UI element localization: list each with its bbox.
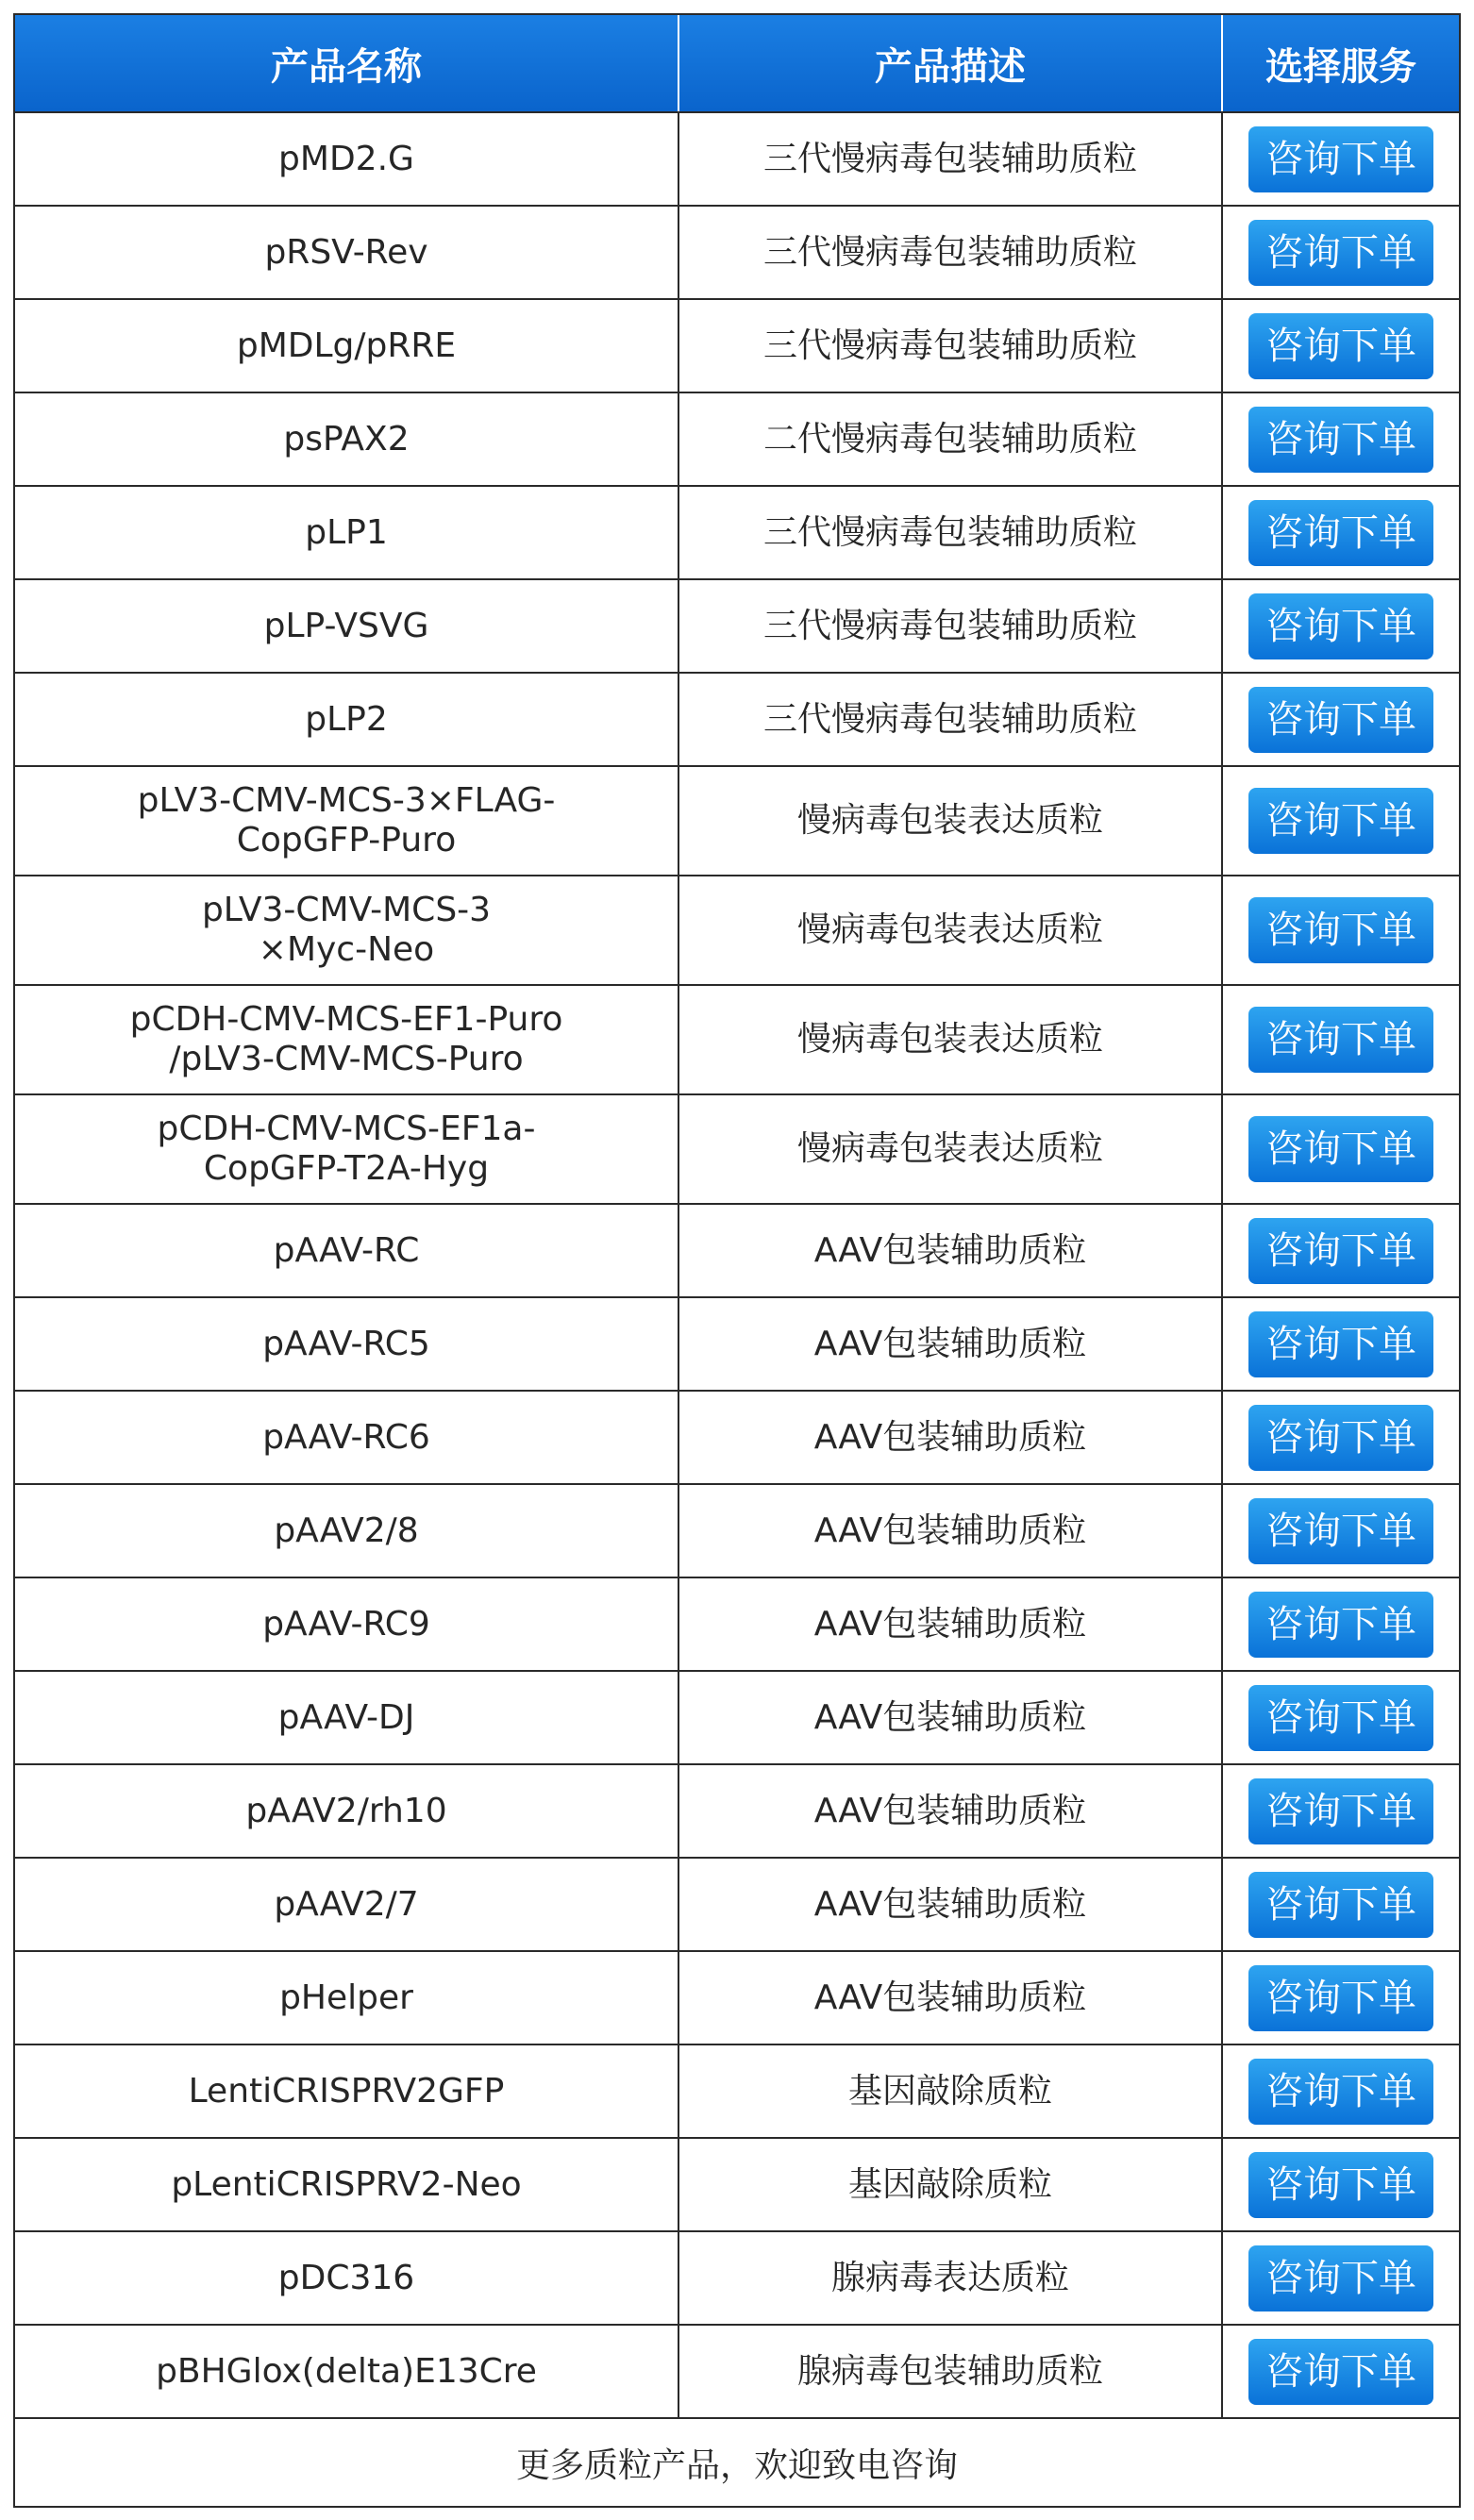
product-description: AAV包装辅助质粒 bbox=[813, 1510, 1087, 1550]
product-description: 三代慢病毒包装辅助质粒 bbox=[762, 139, 1137, 178]
inquire-order-button[interactable]: 咨询下单 bbox=[1248, 2059, 1433, 2125]
inquire-order-button[interactable]: 咨询下单 bbox=[1248, 1685, 1433, 1751]
table-row bbox=[15, 1857, 1459, 1950]
product-name: pLP2 bbox=[305, 699, 388, 739]
inquire-order-button[interactable]: 咨询下单 bbox=[1248, 593, 1433, 659]
product-description: AAV包装辅助质粒 bbox=[813, 1604, 1087, 1644]
product-name: pCDH-CMV-MCS-EF1-Puro /pLV3-CMV-MCS-Puro bbox=[129, 1000, 563, 1078]
inquire-order-button[interactable]: 咨询下单 bbox=[1248, 1405, 1433, 1471]
service-cell bbox=[1223, 1485, 1459, 1577]
inquire-order-button[interactable]: 咨询下单 bbox=[1248, 1218, 1433, 1284]
inquire-order-button[interactable]: 咨询下单 bbox=[1248, 2245, 1433, 2311]
table-row bbox=[15, 578, 1459, 672]
inquire-order-button[interactable]: 咨询下单 bbox=[1248, 1592, 1433, 1658]
product-name: pLP-VSVG bbox=[263, 606, 429, 645]
product-name: pLentiCRISPRV2-Neo bbox=[171, 2164, 522, 2204]
table-row bbox=[15, 2137, 1459, 2230]
inquire-order-button[interactable]: 咨询下单 bbox=[1248, 2152, 1433, 2218]
inquire-order-button[interactable]: 咨询下单 bbox=[1248, 220, 1433, 286]
service-cell bbox=[1223, 393, 1459, 485]
inquire-order-button[interactable]: 咨询下单 bbox=[1248, 788, 1433, 854]
table-row bbox=[15, 875, 1459, 984]
inquire-order-button[interactable]: 咨询下单 bbox=[1248, 407, 1433, 473]
product-description: 三代慢病毒包装辅助质粒 bbox=[762, 606, 1137, 645]
product-description: 三代慢病毒包装辅助质粒 bbox=[762, 325, 1137, 365]
table-row bbox=[15, 984, 1459, 1093]
product-description: 基因敲除质粒 bbox=[847, 2164, 1052, 2204]
inquire-order-button[interactable]: 咨询下单 bbox=[1248, 313, 1433, 379]
service-cell bbox=[1223, 1392, 1459, 1483]
service-cell bbox=[1223, 1298, 1459, 1390]
table-row bbox=[15, 2044, 1459, 2137]
inquire-order-button[interactable]: 咨询下单 bbox=[1248, 1872, 1433, 1938]
product-name: pRSV-Rev bbox=[264, 232, 428, 272]
product-name: pLV3-CMV-MCS-3×FLAG- CopGFP-Puro bbox=[137, 781, 556, 859]
inquire-order-button[interactable]: 咨询下单 bbox=[1248, 1311, 1433, 1377]
service-cell bbox=[1223, 876, 1459, 984]
product-description: AAV包装辅助质粒 bbox=[813, 1230, 1087, 1270]
product-description: 二代慢病毒包装辅助质粒 bbox=[762, 419, 1137, 459]
table-row bbox=[15, 765, 1459, 875]
service-cell bbox=[1223, 2326, 1459, 2417]
product-description: AAV包装辅助质粒 bbox=[813, 1791, 1087, 1830]
table-row bbox=[15, 2230, 1459, 2324]
table-row bbox=[15, 1296, 1459, 1390]
product-description: 腺病毒包装辅助质粒 bbox=[796, 2351, 1103, 2391]
table-row bbox=[15, 205, 1459, 298]
product-description: AAV包装辅助质粒 bbox=[813, 1697, 1087, 1737]
product-description: AAV包装辅助质粒 bbox=[813, 1884, 1087, 1924]
inquire-order-button[interactable]: 咨询下单 bbox=[1248, 1498, 1433, 1564]
inquire-order-button[interactable]: 咨询下单 bbox=[1248, 500, 1433, 566]
product-name: pLP1 bbox=[305, 512, 388, 552]
product-name: pAAV2/7 bbox=[274, 1884, 419, 1924]
product-name: pAAV-RC5 bbox=[262, 1324, 430, 1363]
table-row bbox=[15, 1950, 1459, 2044]
table-row bbox=[15, 1203, 1459, 1296]
service-cell bbox=[1223, 1205, 1459, 1296]
service-cell bbox=[1223, 207, 1459, 298]
service-cell bbox=[1223, 674, 1459, 765]
table-header bbox=[15, 15, 1459, 111]
service-cell bbox=[1223, 2139, 1459, 2230]
table-row bbox=[15, 111, 1459, 205]
service-cell bbox=[1223, 1859, 1459, 1950]
inquire-order-button[interactable]: 咨询下单 bbox=[1248, 2339, 1433, 2405]
product-name: pAAV2/8 bbox=[274, 1510, 419, 1550]
product-description: 慢病毒包装表达质粒 bbox=[796, 910, 1103, 949]
product-name: pHelper bbox=[279, 1978, 413, 2017]
service-cell bbox=[1223, 2232, 1459, 2324]
product-name: pMD2.G bbox=[278, 139, 414, 178]
service-cell bbox=[1223, 767, 1459, 875]
table-row bbox=[15, 1093, 1459, 1203]
product-name: pDC316 bbox=[277, 2258, 415, 2297]
header-select-service: 选择服务 bbox=[1265, 44, 1416, 89]
inquire-order-button[interactable]: 咨询下单 bbox=[1248, 1778, 1433, 1844]
product-description: AAV包装辅助质粒 bbox=[813, 1417, 1087, 1457]
product-name: pAAV-RC9 bbox=[262, 1604, 430, 1644]
footer-note: 更多质粒产品，欢迎致电咨询 bbox=[15, 2417, 1459, 2506]
product-name: pMDLg/pRRE bbox=[236, 325, 457, 365]
inquire-order-button[interactable]: 咨询下单 bbox=[1248, 687, 1433, 753]
product-description: 慢病毒包装表达质粒 bbox=[796, 1020, 1103, 1059]
product-name: pCDH-CMV-MCS-EF1a- CopGFP-T2A-Hyg bbox=[157, 1110, 536, 1188]
product-name: psPAX2 bbox=[283, 419, 410, 459]
service-cell bbox=[1223, 1952, 1459, 2044]
service-cell bbox=[1223, 487, 1459, 578]
product-name: pBHGlox(delta)E13Cre bbox=[156, 2351, 537, 2391]
inquire-order-button[interactable]: 咨询下单 bbox=[1248, 1007, 1433, 1073]
table-row bbox=[15, 1483, 1459, 1577]
product-name: LentiCRISPRV2GFP bbox=[188, 2071, 505, 2111]
service-cell bbox=[1223, 1578, 1459, 1670]
product-description: 慢病毒包装表达质粒 bbox=[796, 801, 1103, 840]
product-description: 三代慢病毒包装辅助质粒 bbox=[762, 512, 1137, 552]
product-description: 三代慢病毒包装辅助质粒 bbox=[762, 699, 1137, 739]
product-name: pAAV-DJ bbox=[277, 1697, 415, 1737]
service-cell bbox=[1223, 1095, 1459, 1203]
table-row bbox=[15, 1670, 1459, 1763]
table-row bbox=[15, 485, 1459, 578]
service-cell bbox=[1223, 300, 1459, 392]
header-product-description: 产品描述 bbox=[875, 44, 1026, 89]
product-description: 基因敲除质粒 bbox=[847, 2071, 1052, 2111]
service-cell bbox=[1223, 580, 1459, 672]
product-name: pAAV-RC bbox=[273, 1230, 420, 1270]
inquire-order-button[interactable]: 咨询下单 bbox=[1248, 897, 1433, 963]
product-table bbox=[13, 13, 1461, 2508]
service-cell bbox=[1223, 113, 1459, 205]
table-row bbox=[15, 672, 1459, 765]
product-name: pAAV-RC6 bbox=[262, 1417, 430, 1457]
header-product-name: 产品名称 bbox=[271, 44, 422, 89]
service-cell bbox=[1223, 1765, 1459, 1857]
service-cell bbox=[1223, 1672, 1459, 1763]
inquire-order-button[interactable]: 咨询下单 bbox=[1248, 126, 1433, 192]
product-name: pAAV2/rh10 bbox=[245, 1791, 447, 1830]
table-row bbox=[15, 1763, 1459, 1857]
product-description: 三代慢病毒包装辅助质粒 bbox=[762, 232, 1137, 272]
inquire-order-button[interactable]: 咨询下单 bbox=[1248, 1116, 1433, 1182]
service-cell bbox=[1223, 2045, 1459, 2137]
table-row bbox=[15, 2324, 1459, 2417]
table-row bbox=[15, 392, 1459, 485]
product-description: AAV包装辅助质粒 bbox=[813, 1324, 1087, 1363]
table-row bbox=[15, 298, 1459, 392]
product-description: 腺病毒表达质粒 bbox=[830, 2258, 1069, 2297]
service-cell bbox=[1223, 986, 1459, 1093]
product-description: 慢病毒包装表达质粒 bbox=[796, 1129, 1103, 1168]
table-row bbox=[15, 1577, 1459, 1670]
inquire-order-button[interactable]: 咨询下单 bbox=[1248, 1965, 1433, 2031]
product-description: AAV包装辅助质粒 bbox=[813, 1978, 1087, 2017]
product-name: pLV3-CMV-MCS-3 ×Myc-Neo bbox=[201, 891, 492, 969]
table-row bbox=[15, 1390, 1459, 1483]
